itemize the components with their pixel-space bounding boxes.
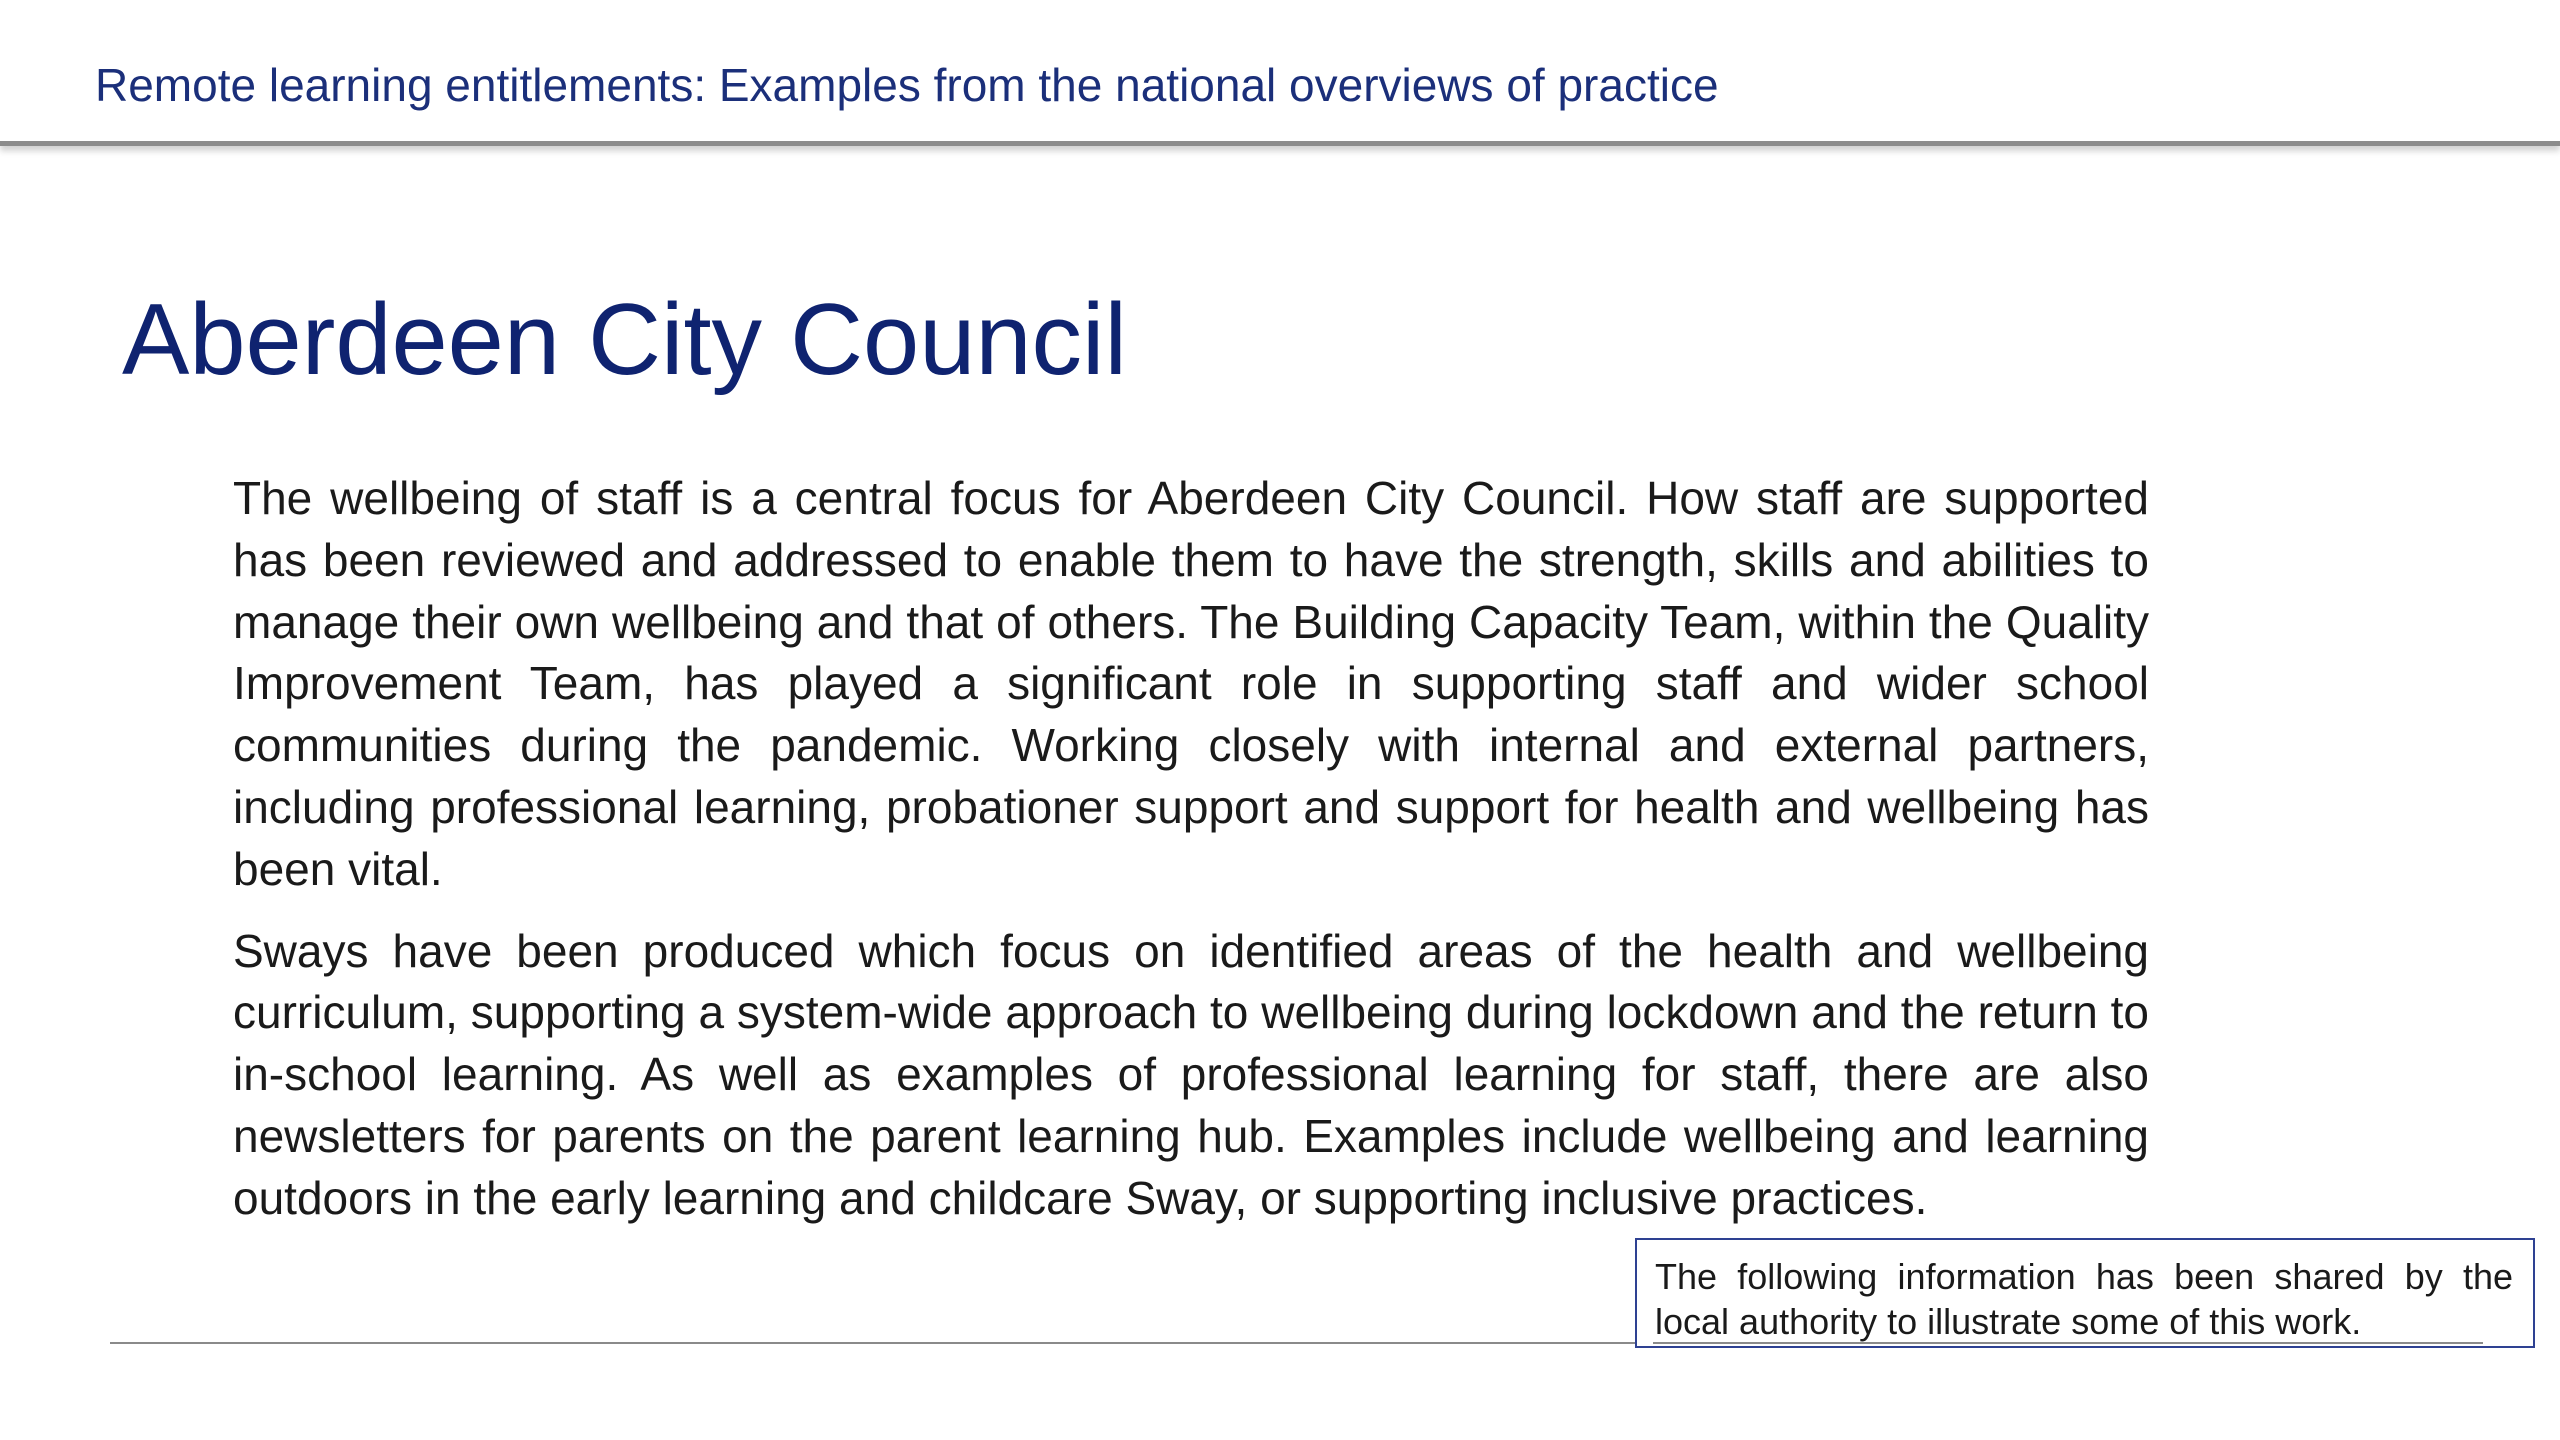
- body-text: [233, 468, 2149, 1250]
- info-note-text: The following information has been shared by the local authority to illustrate some of this work.: [1655, 1256, 2513, 1342]
- info-note-box: [1635, 1238, 2535, 1348]
- footer-divider: [110, 1342, 1640, 1344]
- body-paragraph: Sways have been produced which focus on identified areas of the health and wellbeing curriculum, supporting a system-wide approach to wellbeing during lockdown and the return to in-school learning. As well as examples of professional learning for staff, there are also newsletters for parents on the parent learning hub. Examples include wellbeing and learning outdoors in the early learning and childcare Sway, or supporting inclusive practices.: [233, 924, 2149, 1224]
- page-title: Aberdeen City Council: [122, 284, 1127, 396]
- header-bar: [0, 0, 2560, 146]
- note-underline: [1653, 1342, 2483, 1344]
- body-paragraph: The wellbeing of staff is a central focus for Aberdeen City Council. How staff are supported has been reviewed and addressed to enable them to have the strength, skills and abilities to manage their own wellbeing and that of others. The Building Capacity Team, within the Quality Improvement Team, has played a significant role in supporting staff and wider school communities during the pandemic. Working closely with internal and external partners, including professional learning, probationer support and support for health and wellbeing has been vital.: [233, 472, 2149, 895]
- header-title: Remote learning entitlements: Examples from the national overviews of practice: [95, 59, 1719, 111]
